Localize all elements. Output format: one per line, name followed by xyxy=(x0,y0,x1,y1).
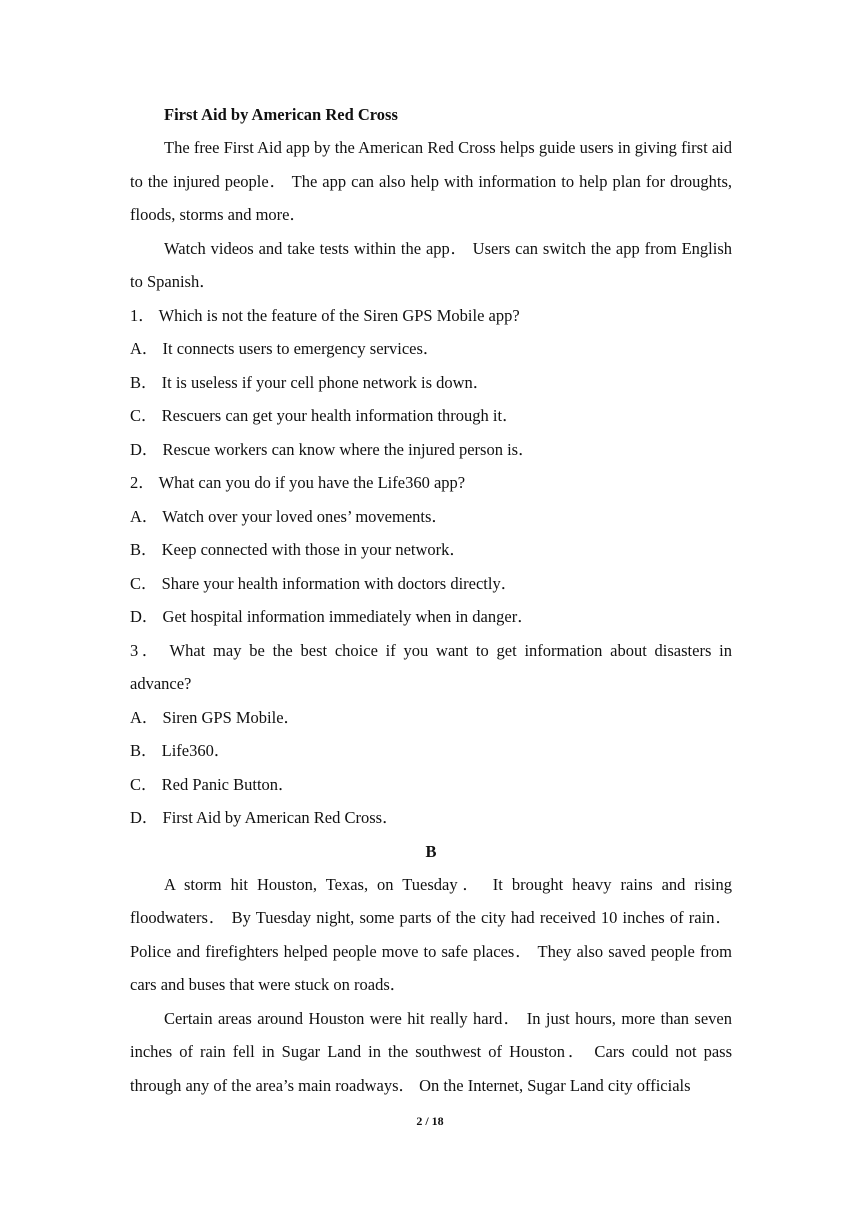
question-block xyxy=(130,466,732,634)
answer-option: D． First Aid by American Red Cross． xyxy=(130,808,399,827)
section-heading: B xyxy=(425,841,437,861)
answer-option: C． Share your health information with doctors directly． xyxy=(130,573,518,593)
answer-option: A． Watch over your loved ones’ movements． xyxy=(130,506,448,526)
question-block xyxy=(130,299,732,467)
paragraph: Watch videos and take tests within the app． Users can switch the app from English to Spanish． xyxy=(130,238,732,291)
paragraph: A storm hit Houston, Texas, on Tuesday． It brought heavy rains and rising floodwaters． By Tuesday night, some parts of the city had received 10 inches of rain． Police and firefighters helped people move to safe places． They also saved people from cars and buses that were stuck on roads． xyxy=(130,874,732,994)
answer-option: A． Siren GPS Mobile． xyxy=(130,707,301,727)
answer-option: B． It is useless if your cell phone network is down． xyxy=(130,372,490,392)
answer-option: B． Life360． xyxy=(130,741,231,760)
paragraph: Certain areas around Houston were hit really hard． In just hours, more than seven inches of rain fell in Sugar Land in the southwest of Houston． Cars could not pass through any of the area’s main roadways． On the Internet, Sugar Land city officials xyxy=(130,1008,732,1095)
answer-option: C． Red Panic Button． xyxy=(130,774,295,794)
question-stem: 2． What can you do if you have the Life360 app? xyxy=(130,473,466,492)
answer-option: D． Get hospital information immediately when in danger． xyxy=(130,607,534,626)
answer-option: C． Rescuers can get your health information through it． xyxy=(130,406,519,425)
question-stem: 3． What may be the best choice if you want to get information about disasters in advance? xyxy=(130,640,732,693)
answer-option: D． Rescue workers can know where the injured person is． xyxy=(130,439,535,459)
answer-option: B． Keep connected with those in your network． xyxy=(130,540,466,559)
question-stem: 1． Which is not the feature of the Siren GPS Mobile app? xyxy=(130,305,520,325)
section-title: First Aid by American Red Cross xyxy=(164,105,398,124)
paragraph: The free First Aid app by the American Red Cross helps guide users in giving first aid to the injured people． The app can also help with information to help plan for droughts, floods, storms and more． xyxy=(130,138,732,224)
document-page xyxy=(130,98,732,1102)
page-number: 2 / 18 xyxy=(416,1114,444,1128)
answer-option: A． It connects users to emergency services． xyxy=(130,339,440,358)
question-block xyxy=(130,634,732,835)
